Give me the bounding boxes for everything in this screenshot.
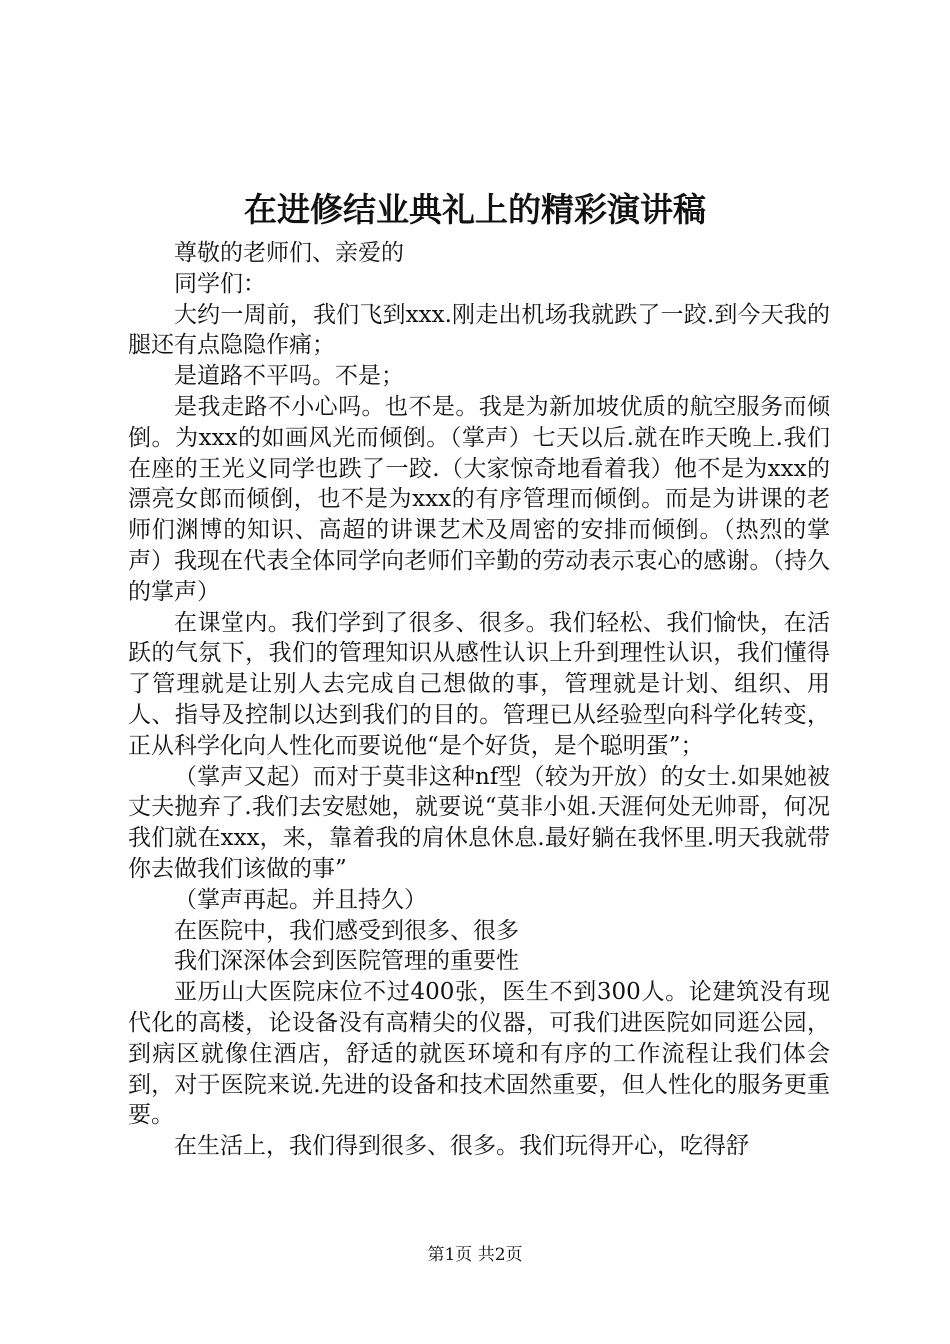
- paragraph-salutation-2: 同学们：: [174, 270, 266, 297]
- paragraph-alexandra-hospital: 亚历山大医院床位不过400张，医生不到300人。论建筑没有现代化的高楼，论设备没有高精尖的仪器，可我们进医院如同逛公园，到病区就像住酒店，舒适的就医环境和有序的工作流程让我们体会到，对于医院来说.先进的设备和技术固然重要，但人性化的服务更重要。: [128, 979, 830, 1129]
- paragraph-gratitude: 是我走路不小心吗。也不是。我是为新加坡优质的航空服务而倾倒。为xxx的如画风光而倾倒。（掌声）七天以后.就在昨天晚上.我们在座的王光义同学也跌了一跤.（大家惊奇地看着我）他不是为xxx的漂亮女郎而倾倒，也不是为xxx的有序管理而倾倒。而是为讲课的老师们渊博的知识、高超的讲课艺术及周密的安排而倾倒。（热烈的掌声）我现在代表全体同学向老师们辛勤的劳动表示衷心的感谢。（持久的掌声）: [128, 393, 830, 605]
- paragraph-salutation-1: 尊敬的老师们、亲爱的: [174, 240, 404, 266]
- paragraph-hospital-management: 我们深深体会到医院管理的重要性: [174, 948, 519, 975]
- paragraph-classroom: 在课堂内。我们学到了很多、很多。我们轻松、我们愉快，在活跃的气氛下，我们的管理知识从感性认识上升到理性认识，我们懂得了管理就是让别人去完成自己想做的事，管理就是计划、组织、用人、指导及控制以达到我们的目的。管理已从经验型向科学化转变，正从科学化向人性化而要说他“是个好货，是个聪明蛋”；: [128, 609, 830, 759]
- paragraph-applause-again: （掌声又起）而对于莫非这种nf型（较为开放）的女士.如果她被丈夫抛弃了.我们去安慰她，就要说“莫非小姐.天涯何处无帅哥，何况我们就在xxx，来，靠着我的肩休息休息.最好躺在我怀里.明天我就带你去做我们该做的事”: [128, 763, 830, 882]
- page-footer: 第1页 共2页: [427, 1245, 523, 1265]
- document-body: [128, 238, 830, 1162]
- paragraph-life: 在生活上，我们得到很多、很多。我们玩得开心，吃得舒: [174, 1133, 749, 1160]
- paragraph-arrival: 大约一周前，我们飞到xxx.刚走出机场我就跌了一跤.到今天我的腿还有点隐隐作痛；: [128, 301, 830, 359]
- document-title: 在进修结业典礼上的精彩演讲稿: [244, 190, 706, 229]
- paragraph-hospital-intro: 在医院中，我们感受到很多、很多: [174, 917, 519, 944]
- paragraph-applause-continued: （掌声再起。并且持久）: [174, 886, 427, 913]
- paragraph-road-question: 是道路不平吗。不是；: [174, 363, 404, 390]
